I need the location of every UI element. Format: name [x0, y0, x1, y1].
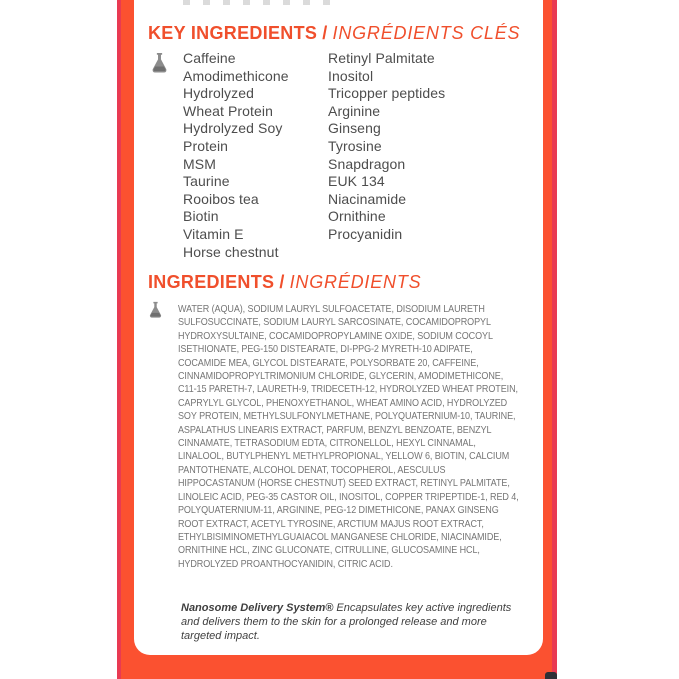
- key-ingredients-title-en: KEY INGREDIENTS: [148, 23, 318, 43]
- ingredient-item: Tyrosine: [328, 137, 382, 154]
- ingredients-heading: [148, 272, 421, 292]
- ingredient-item: Ornithine: [328, 208, 386, 225]
- package-left-edge: [117, 0, 121, 679]
- ingredients-title-en: INGREDIENTS: [148, 272, 275, 292]
- ingredient-item: Retinyl Palmitate: [328, 50, 435, 66]
- flask-icon: [149, 52, 170, 74]
- ingredient-item: Tricopper peptides: [328, 85, 446, 102]
- ingredients-panel: [134, 0, 543, 655]
- ingredient-item: MSM: [183, 155, 216, 172]
- heading-separator: /: [279, 272, 285, 292]
- ingredient-item: Procyanidin: [328, 225, 403, 242]
- heading-separator: /: [322, 23, 328, 43]
- ingredient-item: Ginseng: [328, 120, 381, 137]
- ingredient-item: Arginine: [328, 102, 381, 119]
- key-ingredients-heading: [148, 23, 520, 43]
- cropped-text-remnant: [183, 0, 331, 5]
- key-ingredients-column-right: [328, 50, 478, 244]
- ingredient-item: Hydrolyzed Wheat Protein: [183, 85, 274, 119]
- ingredient-item: Biotin: [183, 208, 219, 225]
- ingredient-item: Inositol: [328, 67, 374, 84]
- flask-icon: [147, 301, 164, 319]
- ingredient-item: Horse chestnut: [183, 243, 279, 260]
- ingredient-item: Caffeine: [183, 50, 236, 66]
- ingredient-item: Taurine: [183, 173, 230, 190]
- package-right-edge: [552, 0, 557, 679]
- ingredient-item: EUK 134: [328, 173, 385, 190]
- ingredients-full-list: WATER (AQUA), SODIUM LAURYL SULFOACETATE, DISODIUM LAURETH SULFOSUCCINATE, SODIUM LAURYL SARCOSINATE, COCAMIDOPROPYL HYDROXYSULTAINE, COCAMIDOPROPYLAMINE OXIDE, SODIUM COCOYL ISETHIONATE, PEG-150 DISTEARATE, DI-PPG-2 MYRETH-10 ADIPATE, COCAMIDE MEA, GLYCOL DISTEARATE, POLYSORBATE 20, CAFFEINE, CINNAMIDOPROPYLTRIMONIUM CHLORIDE, GLYCERIN, AMODIMETHICONE, C11-15 PARETH-7, LAURETH-9, TRIDECETH-12, HYDROLYZED WHEAT PROTEIN, CAPRYLYL GLYCOL, PHENOXYETHANOL, WHEAT AMINO ACID, HYDROLYZED SOY PROTEIN, METHYLSULFONYLMETHANE, POLYQUATERNIUM-10, TAURINE, ASPALATHUS LINEARIS EXTRACT, PARFUM, BENZYL BENZOATE, BENZYL CINNAMATE, TETRASODIUM EDTA, CITRONELLOL, HEXYL CINNAMAL, LINALOOL, BUTYLPHENYL METHYLPROPIONAL, YELLOW 6, BIOTIN, CALCIUM PANTOTHENATE, ALCOHOL DENAT, TOCOPHEROL, AESCULUS HIPPOCASTANUM (HORSE CHESTNUT) SEED EXTRACT, RETINYL PALMITATE, LINOLEIC ACID, PEG-35 CASTOR OIL, INOSITOL, COPPER TRIPEPTIDE-1, RED 4, POLYQUATERNIUM-11, ARGININE, PEG-12 DIMETHICONE, PANAX GINSENG ROOT EXTRACT, ACETYL TYROSINE, ARCTIUM MAJUS ROOT EXTRACT, ETHYLBISIMINOMETHYLGUAIACOL MANGANESE CHLORIDE, NIACINAMIDE, ORNITHINE HCL, ZINC GLUCONATE, CITRULLINE, GLUCOSAMINE HCL, HYDROLYZED PROANTHOCYANIDIN, CITRIC ACID.: [178, 303, 519, 570]
- ingredient-item: Snapdragon: [328, 155, 406, 172]
- nanosome-note-text: Encapsulates key active ingredients and delivers them to the skin for a prolonged release and more targeted impact.: [181, 602, 512, 642]
- key-ingredients-column-left: [183, 50, 295, 261]
- package-front: [117, 0, 557, 679]
- ingredient-item: Rooibos tea: [183, 190, 259, 207]
- ingredient-item: Amodimethicone: [183, 67, 289, 84]
- nanosome-note-lead: Nanosome Delivery System®: [181, 602, 334, 614]
- ingredient-item: Hydrolyzed Soy Protein: [183, 120, 283, 154]
- key-ingredients-title-fr: INGRÉDIENTS CLÉS: [332, 23, 521, 43]
- ingredient-item: Vitamin E: [183, 225, 244, 242]
- dark-corner-artifact: [545, 672, 557, 679]
- ingredient-item: Niacinamide: [328, 190, 407, 207]
- nanosome-note: [181, 601, 515, 643]
- ingredients-paragraph-wrap: [178, 303, 522, 589]
- ingredients-title-fr: INGRÉDIENTS: [289, 272, 422, 292]
